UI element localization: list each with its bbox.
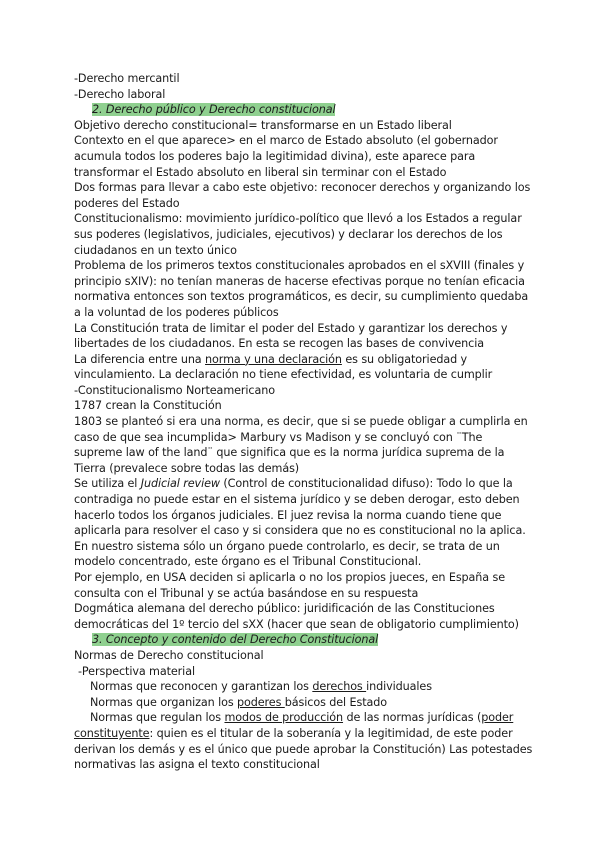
line-derecho-laboral: -Derecho laboral [74,87,166,101]
paragraph-ejemplo: Por ejemplo, en USA deciden si aplicarla o no los propios jueces, en España se consulta con el Tribunal y se actúa basándose en su respuesta [74,571,506,600]
paragraph-dos-formas: Dos formas para llevar a cabo este objetivo: reconocer derechos y organizando los poderes del Estado [74,181,531,210]
line-derecho-mercantil: -Derecho mercantil [74,72,180,85]
paragraph-modos [74,710,534,772]
underlined-text: poder constituyente [74,711,514,740]
underlined-text: norma y una declaración [205,352,342,366]
section-heading-2 [74,102,534,118]
text-run: Normas que reconocen y garantizan los [90,680,313,694]
text-run: (Control de constitucionalidad difuso): Todo lo que la contradiga no puede estar en el sistema jurídico y se deben derogar, esto deben hacerlo todos los órganos judiciales. El juez revisa la norma cuando tiene que aplicarla para resolver el caso y si considera que no es constitucional no la aplica. En nuestro sistema sólo un órgano puede controlarlo, es decir, se trata de un modelo concentrado, este órgano es el Tribunal Constitucional. [74,477,526,569]
text-run: de las normas jurídicas ( [343,711,482,725]
paragraph-diferencia [74,352,534,383]
text-run: La diferencia entre una [74,352,206,366]
heading-highlight: 3. Concepto y contenido del Derecho Constitucional [92,633,379,647]
text-run: Normas que organizan los [90,695,238,709]
paragraph-derechos [74,679,534,695]
paragraph-perspectiva: -Perspectiva material [78,664,195,678]
heading-highlight: 2. Derecho público y Derecho constitucional [92,103,336,117]
paragraph-constitucion: La Constitución trata de limitar el poder del Estado y garantizar los derechos y libertades de los ciudadanos. En esta se recogen las bases de convivencia [74,321,508,351]
paragraph-norteamericano: -Constitucionalismo Norteamericano [74,383,275,397]
paragraph-contexto: Contexto en el que aparece> en el marco de Estado absoluto (el gobernador acumula todos los poderes bajo la legitimidad divina), este aparece para transformar el Estado absoluto en liberal sin terminar con el Estado [74,134,498,179]
text-run: : quien es el titular de la soberanía y la legitimidad, de este poder derivan los demás y es el único que puede aprobar la Constitución) Las potestades normativas las asigna el texto constitucional [74,726,533,772]
paragraph-problema: Problema de los primeros textos constitucionales aprobados en el sXVIII (finales y principio sXIV): no tenían maneras de hacerse efectivas porque no tenían eficacia normativa entonces son textos programáticos, es decir, su cumplimiento quedaba a la voluntad de los poderes públicos [74,259,529,319]
text-run: individuales [366,680,432,694]
paragraph-judicial-review [74,476,534,570]
section-heading-3 [74,632,534,648]
text-run: básicos del Estado [284,695,387,709]
text-run: Se utiliza el [74,477,141,491]
paragraph-1787: 1787 crean la Constitución [74,399,222,413]
paragraph-dogmatica: Dogmática alemana del derecho público: juridificación de las Constituciones democráticas del 1º tercio del sXX (hacer que sean de obligatorio cumplimiento) [74,602,519,631]
text-run: Normas que regulan los [90,711,225,725]
paragraph-constitucionalismo: Constitucionalismo: movimiento jurídico-político que llevó a los Estados a regular sus poderes (legislativos, judiciales, ejecutivos) y declarar los derechos de los ciudadanos en un texto único [74,212,522,257]
document-page [74,71,534,773]
paragraph-poderes [74,695,534,711]
underlined-text: poderes [237,695,285,709]
paragraph-normas: Normas de Derecho constitucional [74,648,264,662]
italic-text: Judicial review [140,477,220,491]
paragraph-1803: 1803 se planteó si era una norma, es decir, que si se puede obligar a cumplirla en caso de que sea incumplida> Marbury vs Madison y se concluyó con ¨The supreme law of the land¨ que significa que es la norma jurídica suprema de la Tierra (prevalece sobre todas las demás) [74,415,528,475]
underlined-text: modos de producción [224,711,344,725]
text-run: es su obligatoriedad y vinculamiento. La declaración no tiene efectividad, es voluntaria de cumplir [74,352,493,382]
underlined-text: derechos [312,680,367,694]
paragraph-objetivo: Objetivo derecho constitucional= transformarse en un Estado liberal [74,118,452,132]
